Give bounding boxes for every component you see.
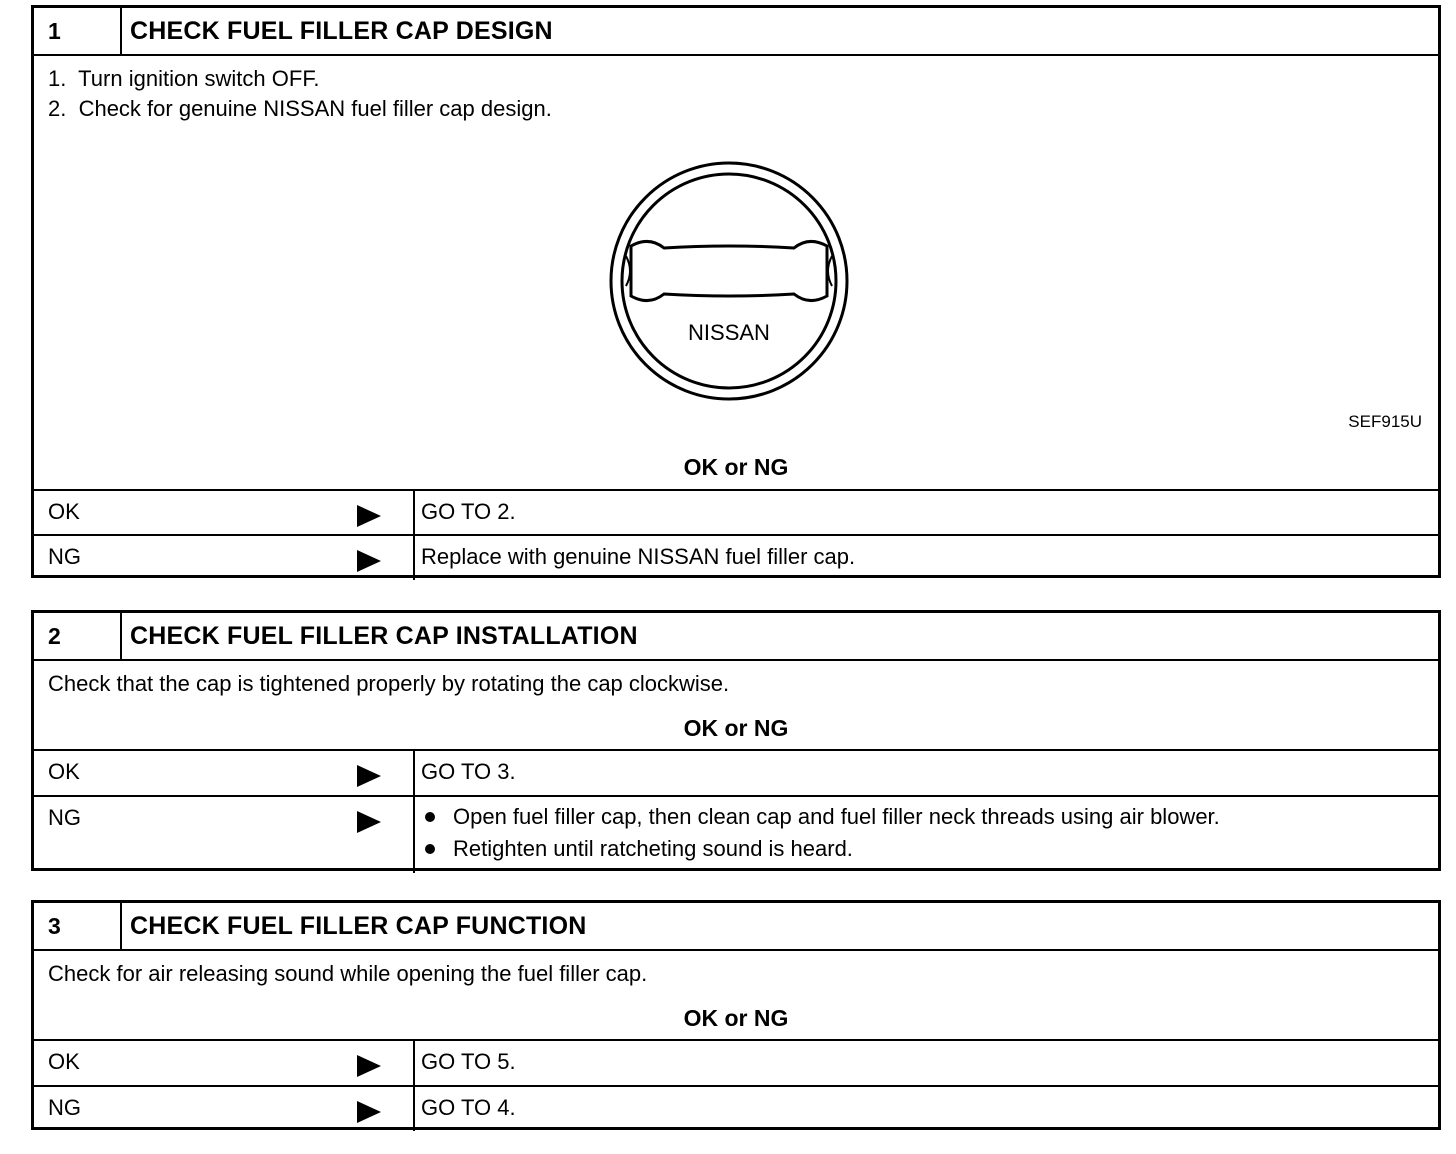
result-label-cell — [34, 797, 415, 873]
instruction-text: Check that the cap is tightened properly by rotating the cap clockwise. — [48, 671, 730, 696]
result-label-cell — [34, 536, 415, 580]
arrow-right-icon — [357, 1055, 381, 1077]
figure-code: SEF915U — [1348, 412, 1422, 431]
result-label: NG — [48, 1095, 81, 1120]
cap-outer-ring — [611, 163, 847, 399]
section-title: CHECK FUEL FILLER CAP DESIGN — [120, 8, 1438, 54]
ok-or-ng-label: OK or NG — [683, 454, 789, 480]
section-header — [34, 903, 1438, 949]
result-label-cell — [34, 1041, 415, 1085]
result-label-cell — [34, 751, 415, 795]
arrow-right-icon — [357, 811, 381, 833]
section-body — [34, 949, 1438, 1039]
section-number: 1 — [48, 17, 61, 44]
result-row-ng — [34, 1085, 1438, 1131]
result-bullets — [415, 797, 1438, 873]
result-action: GO TO 3. — [421, 759, 516, 784]
cap-brand-text: NISSAN — [688, 320, 770, 345]
cap-inner-ring — [622, 174, 836, 388]
result-label-cell — [34, 491, 415, 534]
bullet-text: Open fuel filler cap, then clean cap and fuel filler neck threads using air blower. — [453, 804, 1220, 829]
section-1 — [31, 5, 1441, 578]
arrow-right-icon — [357, 1101, 381, 1123]
step-1: 1. Turn ignition switch OFF. — [48, 66, 320, 91]
section-number: 2 — [48, 622, 61, 649]
result-row-ok — [34, 489, 1438, 534]
arrow-right-icon — [357, 765, 381, 787]
result-action: Replace with genuine NISSAN fuel filler cap. — [421, 544, 856, 569]
bullet-item — [421, 801, 1438, 833]
result-row-ok — [34, 749, 1438, 795]
fuel-cap-figure — [604, 156, 854, 406]
result-label: NG — [48, 544, 81, 569]
result-action: GO TO 2. — [421, 499, 516, 524]
cap-grip — [631, 241, 827, 300]
section-number: 3 — [48, 912, 61, 939]
result-label: OK — [48, 1049, 80, 1074]
arrow-right-icon — [357, 505, 381, 527]
step-2: 2. Check for genuine NISSAN fuel filler cap design. — [48, 96, 552, 121]
result-action: GO TO 5. — [421, 1049, 516, 1074]
section-3 — [31, 900, 1441, 1130]
result-action: GO TO 4. — [421, 1095, 516, 1120]
section-header — [34, 613, 1438, 659]
bullet-icon — [425, 812, 435, 822]
result-label-cell — [34, 1087, 415, 1131]
result-label: OK — [48, 759, 80, 784]
result-label: NG — [48, 805, 81, 830]
instruction-text: Check for air releasing sound while opening the fuel filler cap. — [48, 961, 648, 986]
cap-grip-edge — [626, 256, 832, 286]
bullet-icon — [425, 844, 435, 854]
bullet-item — [421, 833, 1438, 865]
section-title: CHECK FUEL FILLER CAP INSTALLATION — [120, 613, 1438, 659]
arrow-right-icon — [357, 550, 381, 572]
section-header — [34, 8, 1438, 54]
section-title: CHECK FUEL FILLER CAP FUNCTION — [120, 903, 1438, 949]
section-2 — [31, 610, 1441, 871]
section-body — [34, 659, 1438, 749]
result-row-ng — [34, 795, 1438, 873]
section-body — [34, 54, 1438, 489]
result-row-ok — [34, 1039, 1438, 1085]
result-label: OK — [48, 499, 80, 524]
ok-or-ng-label: OK or NG — [683, 715, 789, 741]
result-row-ng — [34, 534, 1438, 580]
bullet-text: Retighten until ratcheting sound is heard. — [453, 836, 853, 861]
ok-or-ng-label: OK or NG — [683, 1005, 789, 1031]
